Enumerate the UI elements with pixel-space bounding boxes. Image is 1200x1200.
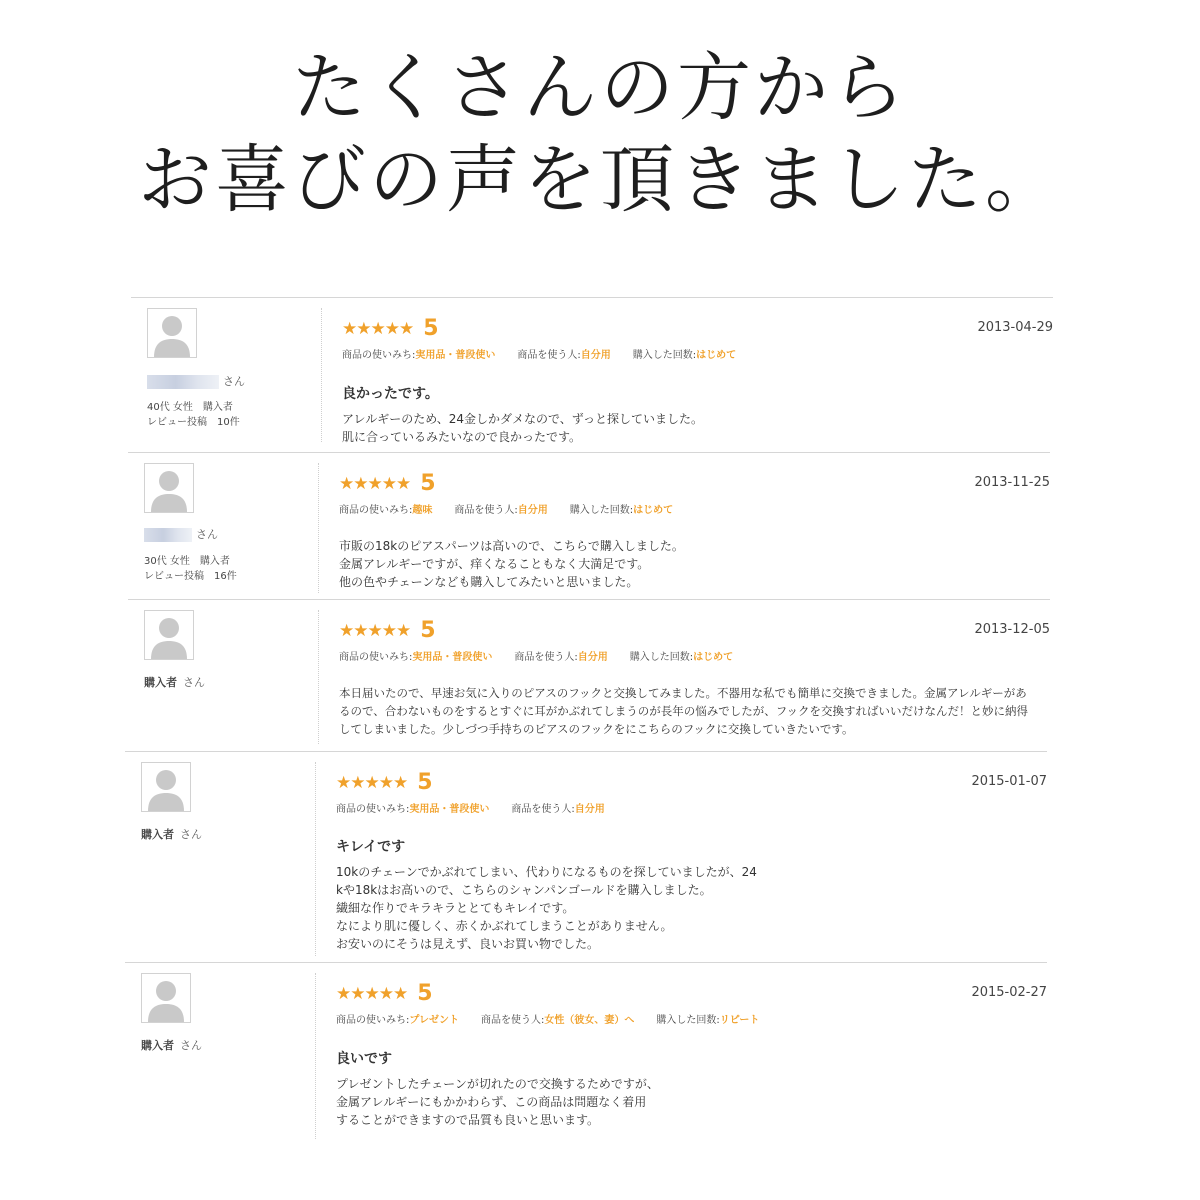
divider xyxy=(318,610,319,744)
review-attributes: 商品の使いみち:プレゼント 商品を使う人:女性（彼女、妻）へ 購入した回数:リピート xyxy=(336,1015,760,1026)
rating-score: 5 xyxy=(420,618,436,643)
rating xyxy=(336,770,433,795)
review-body: 10kのチェーンでかぶれてしまい、代わりになるものを探していましたが、24 kや18kはお高いので、こちらのシャンパンゴールドを購入しました。 繊細な作りでキラキラととてもキレイです。 なにより肌に優しく、赤くかぶれてしまうことがありません。 お安いのにそうは見えず、良いお買い物でした。 xyxy=(336,865,757,951)
headline-line2: お喜びの声を頂きました。 xyxy=(138,137,1062,223)
reviewer-name: さん xyxy=(147,373,245,389)
review-attributes: 商品の使いみち:趣味 商品を使う人:自分用 購入した回数:はじめて xyxy=(339,505,674,516)
review-card xyxy=(128,452,1050,601)
divider xyxy=(318,463,319,593)
rating-score: 5 xyxy=(417,770,433,795)
review-body: プレゼントしたチェーンが切れたので交換するためですが、 金属アレルギーにもかかわらず、この商品は問題なく着用 することができますので品質も良いと思います。 xyxy=(336,1077,659,1127)
reviewer-meta: 30代 女性 購入者 レビュー投稿 16件 xyxy=(144,556,237,582)
divider xyxy=(315,973,316,1139)
star-rating-icon: ★★★★★ xyxy=(339,621,411,641)
user-avatar-icon xyxy=(141,762,191,812)
reviewer-name: 購入者 さん xyxy=(144,676,205,689)
review-date: 2013-04-29 xyxy=(977,320,1053,335)
review-body: 本日届いたので、早速お気に入りのピアスのフックと交換してみました。不器用な私でも簡単に交換できました。金属アレルギーがあ るので、合わないものをするとすぐに耳がかぶれてしまうのが長年の悩みでしたが、フックを交換すればいいだけなんだ！と妙に納得 してしまいました。少しづつ手持ちのピアスのフックをにこちらのフックに交換していきたいです。 xyxy=(339,686,1028,736)
review-card xyxy=(131,297,1053,454)
review-attributes: 商品の使いみち:実用品・普段使い 商品を使う人:自分用 購入した回数:はじめて xyxy=(342,350,737,361)
review-body: 市販の18kのピアスパーツは高いので、こちらで購入しました。 金属アレルギーですが、痒くなることもなく大満足です。 他の色やチェーンなども購入してみたいと思いました。 xyxy=(339,539,684,589)
divider xyxy=(315,762,316,956)
redacted-name xyxy=(144,528,192,542)
reviewer-meta: 40代 女性 購入者 レビュー投稿 10件 xyxy=(147,402,240,428)
review-title: 良いです xyxy=(336,1051,392,1067)
headline-line1: たくさんの方から xyxy=(292,45,908,131)
review-attributes: 商品の使いみち:実用品・普段使い 商品を使う人:自分用 購入した回数:はじめて xyxy=(339,652,734,663)
rating-score: 5 xyxy=(423,316,439,341)
review-attributes: 商品の使いみち:実用品・普段使い 商品を使う人:自分用 xyxy=(336,804,605,815)
user-avatar-icon xyxy=(144,463,194,513)
reviewer-name: さん xyxy=(144,526,218,542)
review-date: 2013-11-25 xyxy=(974,475,1050,490)
user-avatar-icon xyxy=(144,610,194,660)
rating xyxy=(339,471,436,496)
star-rating-icon: ★★★★★ xyxy=(336,984,408,1004)
user-avatar-icon xyxy=(147,308,197,358)
star-rating-icon: ★★★★★ xyxy=(339,474,411,494)
review-date: 2015-01-07 xyxy=(971,774,1047,789)
rating xyxy=(339,618,436,643)
reviewer-name: 購入者 さん xyxy=(141,1039,202,1052)
review-date: 2013-12-05 xyxy=(974,622,1050,637)
review-card xyxy=(128,599,1050,752)
rating xyxy=(336,981,433,1006)
star-rating-icon: ★★★★★ xyxy=(336,773,408,793)
review-body: アレルギーのため、24金しかダメなので、ずっと探していました。 肌に合っているみたいなので良かったです。 xyxy=(342,412,704,444)
reviewer-name: 購入者 さん xyxy=(141,828,202,841)
rating-score: 5 xyxy=(417,981,433,1006)
star-rating-icon: ★★★★★ xyxy=(342,319,414,339)
review-date: 2015-02-27 xyxy=(971,985,1047,1000)
rating xyxy=(342,316,439,341)
headline xyxy=(0,42,1200,226)
rating-score: 5 xyxy=(420,471,436,496)
review-card xyxy=(125,751,1047,964)
redacted-name xyxy=(147,375,219,389)
review-title: キレイです xyxy=(336,839,406,855)
review-title: 良かったです。 xyxy=(342,386,439,402)
review-card xyxy=(125,962,1047,1139)
user-avatar-icon xyxy=(141,973,191,1023)
divider xyxy=(321,308,322,442)
